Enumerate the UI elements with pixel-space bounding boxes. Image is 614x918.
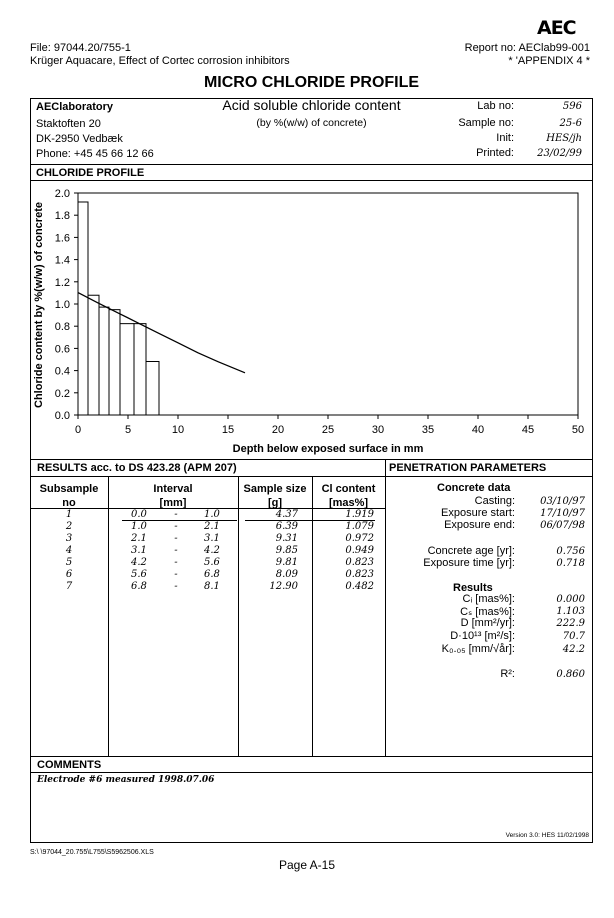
x-tick-label: 45 [521,424,535,436]
printed-value: 23/02/99 [537,148,582,159]
divider-results-mid [385,459,386,756]
y-tick-label: 1.2 [54,276,70,289]
cell-from: 5.6 [131,569,147,580]
penetration-title: PENETRATION PARAMETERS [389,462,547,474]
result-param-label: D [mm²/yr]: [460,617,515,629]
x-tick-label: 30 [371,424,385,436]
cell-to: 4.2 [204,545,220,556]
col-cl-header: Cl content [mas%] [321,483,376,509]
col-size-header: Sample size [g] [243,483,307,509]
y-tick-label: 0.8 [54,321,70,334]
cell-from: 1.0 [131,521,147,532]
cell-size: 8.09 [275,569,298,580]
sample-no-value: 25-6 [559,118,582,129]
chloride-chart [30,181,592,458]
concrete-param-value: 0.718 [556,558,585,569]
x-tick-label: 40 [471,424,485,436]
result-param-value: 0.000 [556,594,585,605]
cell-cl: 0.823 [345,569,374,580]
cell-size: 9.31 [275,533,298,544]
y-tick-label: 1.4 [54,254,70,267]
divider-chart-top [30,164,593,165]
result-param-label: K₀.₀₅ [mm/√år]: [441,643,515,655]
cell-dash: - [174,545,178,556]
project-label: Krüger Aquacare, Effect of Cortec corrosion inhibitors [30,55,290,67]
divider-results-top [30,459,593,460]
cell-no: 6 [65,569,73,580]
cell-to: 6.8 [204,569,220,580]
x-tick-label: 10 [171,424,185,436]
cell-dash: - [174,581,178,592]
concrete-param-label: Exposure start: [441,507,515,519]
lab-name: AEClaboratory [36,101,114,113]
x-axis-label: Depth below exposed surface in mm [232,443,424,455]
cell-size: 12.90 [269,581,298,592]
cell-from: 6.8 [131,581,147,592]
x-tick-label: 15 [221,424,235,436]
lab-street: Staktoften 20 [36,118,101,130]
cell-cl: 0.482 [345,581,374,592]
file-label: File: 97044.20/755-1 [30,42,131,54]
init-label: Init: [496,132,514,144]
cell-cl: 0.949 [345,545,374,556]
cell-no: 7 [65,581,73,592]
chart-bar [146,361,159,415]
cell-dash: - [174,509,178,520]
lab-phone: Phone: +45 45 66 12 66 [36,148,154,160]
y-tick-label: 0.4 [54,365,70,378]
x-tick-label: 0 [74,424,82,436]
cell-size: 6.39 [275,521,298,532]
y-tick-label: 1.8 [54,210,70,223]
divider-comments-title [30,772,593,773]
concrete-param-value: 06/07/98 [540,520,585,531]
lab-no-value: 596 [562,101,582,112]
cell-size: 9.81 [275,557,298,568]
appendix-label: * 'APPENDIX 4 * [508,55,590,67]
aec-logo: AEC [537,17,576,39]
y-tick-label: 0.2 [54,387,70,400]
col-interval-header: Interval [mm] [153,483,193,509]
sample-no-label: Sample no: [458,117,514,129]
x-tick-label: 50 [571,424,585,436]
cell-from: 4.2 [131,557,147,568]
chart-bar [109,310,120,415]
concrete-param-value: 17/10/97 [540,508,585,519]
concrete-param-label: Exposure time [yr]: [423,557,515,569]
divider-comments-top [30,756,593,757]
cell-dash: - [174,557,178,568]
cell-dash: - [174,521,178,532]
x-tick-label: 25 [321,424,335,436]
cell-to: 3.1 [204,533,220,544]
concrete-param-label: Concrete age [yr]: [427,545,515,557]
result-param-value: 70.7 [562,631,585,642]
cell-to: 1.0 [204,509,220,520]
cell-cl: 1.919 [345,509,374,520]
comments-title: COMMENTS [37,759,102,771]
y-tick-label: 2.0 [54,188,70,200]
y-tick-label: 0.6 [54,343,70,356]
chart-bar [134,324,146,415]
cell-dash: - [174,569,178,580]
y-axis-label: Chloride content by %(w/w) of concrete [33,202,45,408]
concrete-param-label: Exposure end: [444,519,515,531]
printed-label: Printed: [476,147,514,159]
cell-to: 5.6 [204,557,220,568]
cell-from: 0.0 [131,509,147,520]
first-row-underline [122,520,237,521]
col-subsample-header: Subsample no [39,483,99,509]
col-line-1 [108,476,109,756]
cell-cl: 1.079 [345,521,374,532]
cell-no: 3 [65,533,73,544]
version-label: Version 3.0: HES 11/02/1998 [505,832,589,839]
cell-to: 8.1 [204,581,220,592]
lab-city: DK-2950 Vedbæk [36,133,123,145]
report-title: MICRO CHLORIDE PROFILE [203,74,420,91]
first-row-underline [245,520,375,521]
chart-bar [120,324,134,415]
chart-bar [78,202,88,415]
result-param-label: D·10¹³ [m²/s]: [450,630,515,642]
cell-dash: - [174,533,178,544]
y-tick-label: 1.6 [54,232,70,245]
y-tick-label: 1.0 [54,299,70,311]
result-param-value: 222.9 [556,618,585,629]
chart-bar [88,295,99,415]
result-param-label: Cₛ [mas%]: [460,606,515,618]
results-params-title: Results [453,582,493,594]
concrete-param-label: Casting: [474,495,515,507]
y-tick-label: 0.0 [54,410,70,422]
result-param-value: 1.103 [556,606,585,617]
x-tick-label: 5 [124,424,132,436]
cell-size: 9.85 [275,545,298,556]
cell-cl: 0.823 [345,557,374,568]
cell-to: 2.1 [204,521,220,532]
x-tick-label: 20 [271,424,285,436]
report-subtitle: Acid soluble chloride content [222,97,401,113]
x-tick-label: 35 [421,424,435,436]
report-no-label: Report no: AEClab99-001 [464,42,590,54]
cell-no: 4 [65,545,73,556]
concrete-param-value: 03/10/97 [540,496,585,507]
cell-size: 4.37 [275,509,298,520]
result-param-label: Cᵢ [mas%]: [462,593,515,605]
result-param-label: R²: [500,668,515,680]
comment-text: Electrode #6 measured 1998.07.06 [37,775,215,785]
cell-cl: 0.972 [345,533,374,544]
init-value: HES/jh [546,133,582,144]
concrete-param-value: 0.756 [556,546,585,557]
cell-from: 3.1 [131,545,147,556]
page-number: Page A-15 [278,858,336,872]
result-param-value: 42.2 [562,644,585,655]
lab-no-label: Lab no: [477,100,514,112]
result-param-value: 0.860 [556,669,585,680]
cell-from: 2.1 [131,533,147,544]
cell-no: 1 [65,509,73,520]
chart-section-title: CHLORIDE PROFILE [36,167,145,179]
file-path: S:\ \97044_20.755\L755\S5962506.XLS [30,849,154,856]
chart-bar [99,307,109,415]
report-unit: (by %(w/w) of concrete) [256,117,367,129]
results-title: RESULTS acc. to DS 423.28 (APM 207) [37,462,237,474]
cell-no: 5 [65,557,73,568]
cell-no: 2 [65,521,73,532]
concrete-data-title: Concrete data [437,482,511,494]
